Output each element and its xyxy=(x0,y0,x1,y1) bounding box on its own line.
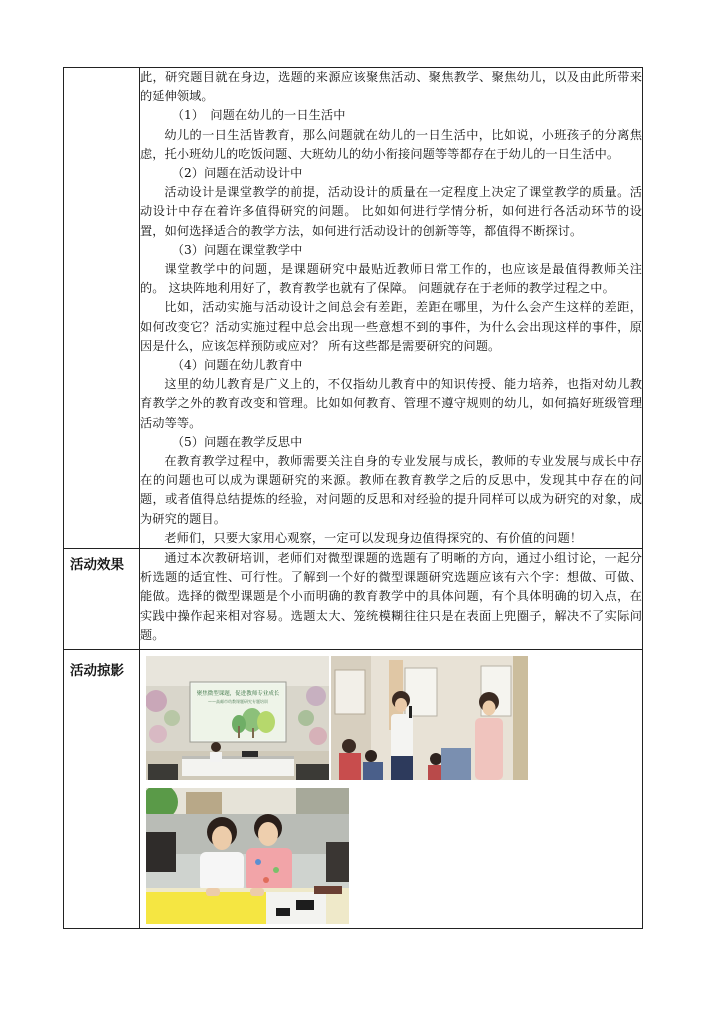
subheading-5: （5）问题在教学反思中 xyxy=(171,434,303,449)
subheading-4: （4）问题在幼儿教育中 xyxy=(171,358,303,373)
photo-lecture xyxy=(146,656,329,780)
speakers-photo-image xyxy=(331,656,528,780)
paragraph: 老师们，只要大家用心观察，一定可以发现身边值得探究的、有价值的问题！ xyxy=(164,530,583,545)
effect-text: 通过本次教研培训，老师们对微型课题的选题有了明晰的方向，通过小组讨论，一起分析选题的适宜性、可行性。了解到一个好的微型课题研究选题应该有六个字：想做、可做、能做。选择的微型课题是个小而明确的教育教学中的具体问题，有个具体明确的切入点，在实践中操作起来相对容易。选题太大、笼统模糊往往只是在表面上兜圈子，解决不了实际问题。 xyxy=(140,551,642,642)
discussion-photo-image xyxy=(146,788,349,924)
content-row xyxy=(64,68,643,549)
photos-row xyxy=(64,650,643,929)
photo-speakers xyxy=(331,656,528,780)
effect-cell xyxy=(140,549,643,650)
effect-label-cell xyxy=(64,549,140,650)
photos-cell xyxy=(140,650,643,929)
subheading-1: （1） 问题在幼儿的一日生活中 xyxy=(171,108,346,123)
content-cell xyxy=(140,68,643,549)
lecture-photo-image xyxy=(146,656,329,780)
photos-label: 活动掠影 xyxy=(70,663,124,680)
photos-label-cell xyxy=(64,650,140,929)
photo-discussion xyxy=(146,788,349,924)
photo-gallery xyxy=(140,650,642,928)
effect-label: 活动效果 xyxy=(70,557,124,574)
slide-subtitle: ——高邮市幼教课题研究专题培训 xyxy=(208,699,268,705)
paragraph: 这里的幼儿教育是广义上的，不仅指幼儿教育中的知识传授、能力培养，也指对幼儿教育教学之外的教育改变和管理。比如如何教育、管理不遵守规则的幼儿，如何搞好班级管理活动等等。 xyxy=(140,377,642,430)
slide-title: 聚焦微型课题，促进教师专业成长 xyxy=(196,691,280,698)
record-table xyxy=(63,67,643,929)
paragraph: 此，研究题目就在身边，选题的来源应该聚焦活动、聚焦教学、聚焦幼儿，以及由此所带来的延伸领域。 xyxy=(140,70,642,104)
paragraph: 比如，活动实施与活动设计之间总会有差距，差距在哪里，为什么会产生这样的差距，如何改变它？活动实施过程中总会出现一些意想不到的事件，为什么会出现这样的事件，原因是什么，应该怎样预防或应对？ 所有这些都是需要研究的问题。 xyxy=(140,300,642,353)
paragraph: 幼儿的一日生活皆教育，那么问题就在幼儿的一日生活中，比如说，小班孩子的分离焦虑，托小班幼儿的吃饭问题、大班幼儿的幼小衔接问题等等都存在于幼儿的一日生活中。 xyxy=(140,127,642,161)
paragraph: 在教育教学过程中，教师需要关注自身的专业发展与成长，教师的专业发展与成长中存在的问题也可以成为课题研究的来源。教师在教育教学之后的反思中，发现其中存在的问题，或者值得总结提炼的经验，对问题的反思和对经验的提升同样可以成为研究的对象，成为研究的题目。 xyxy=(140,454,642,526)
paragraph: 活动设计是课堂教学的前提，活动设计的质量在一定程度上决定了课堂教学的质量。活动设计中存在着许多值得研究的问题。 比如如何进行学情分析，如何进行各活动环节的设置，如何选择适合的教学方法，如何进行活动设计的创新等等，都值得不断探讨。 xyxy=(140,185,642,238)
subheading-3: （3）问题在课堂教学中 xyxy=(171,242,303,257)
subheading-2: （2）问题在活动设计中 xyxy=(171,166,303,181)
empty-label-cell xyxy=(64,68,140,549)
effect-row xyxy=(64,549,643,650)
paragraph: 课堂教学中的问题，是课题研究中最贴近教师日常工作的，也应该是最值得教师关注的。 这块阵地利用好了，教育教学也就有了保障。 问题就存在于老师的教学过程之中。 xyxy=(140,262,642,296)
